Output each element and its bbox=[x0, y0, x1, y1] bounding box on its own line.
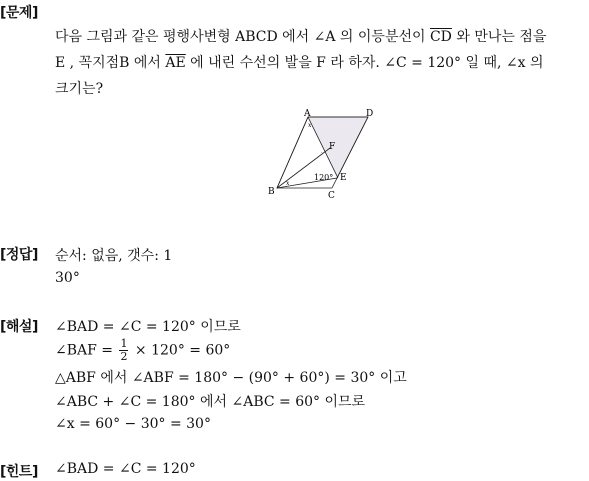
problem-line-3: 크기는? bbox=[55, 81, 104, 97]
problem-line-1: 다음 그림과 같은 평행사변형 ABCD 에서 ∠A 의 이등분선이 $\overline{CD}$ 와 만나는 점을 bbox=[55, 29, 547, 45]
solution-line-4: ∠ABC + ∠C = 180° 에서 ∠ABC = 60° 이므로 bbox=[55, 394, 366, 410]
right-angle-mark: · bbox=[321, 150, 323, 156]
point-a-label: A bbox=[304, 109, 311, 119]
solution-line-1: ∠BAD = ∠C = 120° 이므로 bbox=[55, 319, 241, 335]
hint-line-1: ∠BAD = ∠C = 120° bbox=[55, 461, 196, 477]
point-f-label: F bbox=[329, 142, 336, 152]
solution-line-5: ∠x = 60° − 30° = 30° bbox=[55, 416, 211, 432]
segment-cd: $\overline{CD}$ bbox=[429, 29, 452, 45]
answer-label: [정답] bbox=[0, 247, 38, 263]
side-ab bbox=[277, 117, 308, 188]
shaded-region bbox=[308, 117, 368, 178]
hint-label: [힌트] bbox=[0, 464, 38, 480]
fraction-one-half: $\frac{1}{2}$ bbox=[120, 337, 128, 363]
angle-x-mark-b: x bbox=[286, 180, 290, 187]
angle-x-mark-a: x bbox=[308, 122, 312, 129]
answer-line-2: 30° bbox=[55, 270, 80, 286]
problem-label: [문제] bbox=[0, 5, 38, 21]
solution-line-3: △ABF 에서 ∠ABF = 180° − (90° + 60°) = 30° 이고 bbox=[55, 370, 407, 386]
parallelogram-figure bbox=[262, 106, 387, 202]
point-b-label: B bbox=[268, 187, 275, 197]
solution-line-2: ∠BAF = $\frac{1}{2}$ × 120° = 60° bbox=[55, 337, 231, 363]
point-d-label: D bbox=[366, 109, 374, 119]
segment-ae: $\overline{AE}$ bbox=[165, 55, 186, 71]
point-e-label: E bbox=[340, 173, 347, 183]
solution-label: [해설] bbox=[0, 319, 38, 335]
answer-line-1: 순서: 없음, 갯수: 1 bbox=[55, 248, 173, 264]
point-c-label: C bbox=[328, 191, 335, 201]
problem-line-2: E , 꼭지점B 에서 $\overline{AE}$ 에 내린 수선의 발을 F 라 하자. ∠C = 120° 일 때, ∠x 의 bbox=[55, 55, 544, 71]
angle-c-label: 120° bbox=[314, 173, 334, 182]
